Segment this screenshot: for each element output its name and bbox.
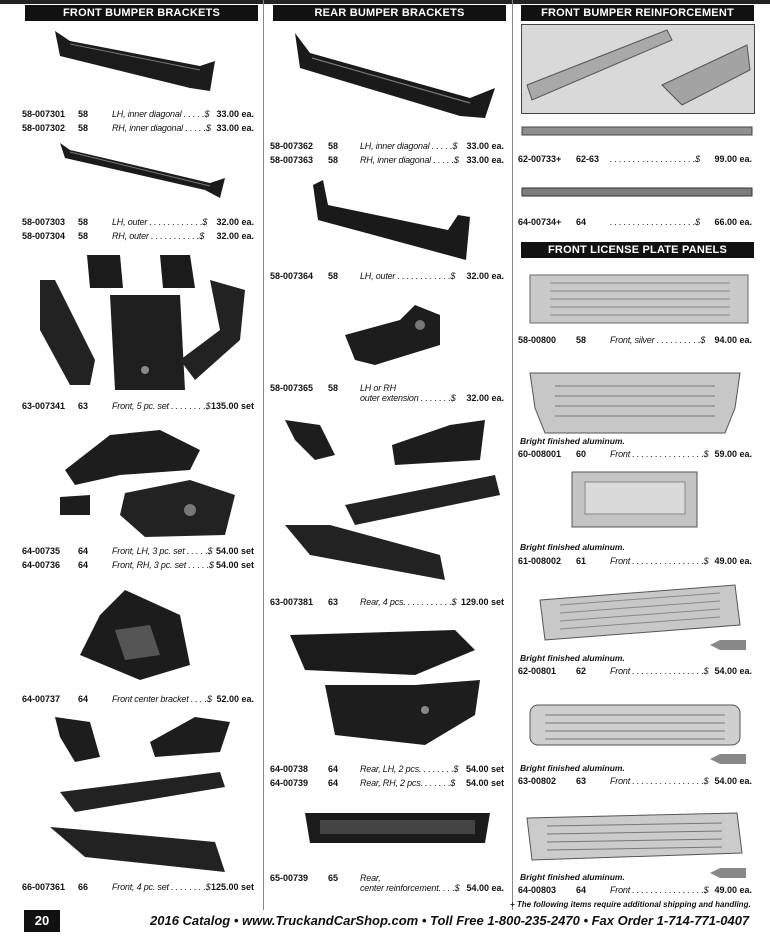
list-item: 58-007302 58 RH, inner diagonal . . . . .$ 33.00 ea. <box>22 123 254 133</box>
note-aluminum: Bright finished aluminum. <box>520 436 625 446</box>
list-item: 64-00739 64 Rear, RH, 2 pcs. . . . . . .$ 54.00 set <box>270 778 504 788</box>
note-aluminum: Bright finished aluminum. <box>520 653 625 663</box>
list-item: 58-007365 58 LH or RH <box>270 383 396 393</box>
list-item: 64-00738 64 Rear, LH, 2 pcs. . . . . . . .$ 54.00 set <box>270 764 504 774</box>
page-number: 20 <box>24 910 60 932</box>
list-item: 62-00801 62 Front . . . . . . . . . . . . . . . .$ 54.00 ea. <box>518 666 752 676</box>
column-divider <box>263 0 264 910</box>
header-reinforcement-panel: FRONT BUMPER REINFORCEMENT <box>521 5 754 21</box>
list-item: 63-00802 63 Front . . . . . . . . . . . . . . . .$ 54.00 ea. <box>518 776 752 786</box>
footer-contact-line: 2016 Catalog • www.TruckandCarShop.com • Toll Free 1-800-235-2470 • Fax Order 1-714-771-0407 <box>150 913 750 928</box>
list-item: 58-007363 58 RH, inner diagonal . . . . .$ 33.00 ea. <box>270 155 504 165</box>
list-item: 64-00737 64 Front center bracket . . . .$ 52.00 ea. <box>22 694 254 704</box>
list-item: 64-00803 64 Front . . . . . . . . . . . . . . . .$ 49.00 ea. <box>518 885 752 895</box>
list-item: 58-007304 58 RH, outer . . . . . . . . . . .$ 32.00 ea. <box>22 231 254 241</box>
list-item: 58-007362 58 LH, inner diagonal . . . . .$ 33.00 ea. <box>270 141 504 151</box>
column-rear-bumper <box>270 0 506 900</box>
note-aluminum: Bright finished aluminum. <box>520 542 625 552</box>
list-item: 58-00800 58 Front, silver . . . . . . . . . .$ 94.00 ea. <box>518 335 752 345</box>
list-item: 64-00735 64 Front, LH, 3 pc. set . . . . .$ 54.00 set <box>22 546 254 556</box>
note-aluminum: Bright finished aluminum. <box>520 763 625 773</box>
column-front-bumper <box>22 0 256 900</box>
list-item: 58-007303 58 LH, outer . . . . . . . . . . . .$ 32.00 ea. <box>22 217 254 227</box>
note-aluminum: Bright finished aluminum. <box>520 872 625 882</box>
header-license-plate-panels: FRONT LICENSE PLATE PANELS <box>521 242 754 258</box>
header-rear-bumper-brackets: REAR BUMPER BRACKETS <box>273 5 506 21</box>
list-item: 60-008001 60 Front . . . . . . . . . . . . . . . .$ 59.00 ea. <box>518 449 752 459</box>
column-divider <box>512 0 513 910</box>
list-item: 64-00734+ 64 . . . . . . . . . . . . . . . . . . .$ 66.00 ea. <box>518 217 752 227</box>
column-panels <box>518 0 754 900</box>
list-item: 62-00733+ 62-63 . . . . . . . . . . . . . . . . . . .$ 99.00 ea. <box>518 154 752 164</box>
list-item: center reinforcement. . . .$ 54.00 ea. <box>360 883 504 893</box>
header-front-bumper-brackets: FRONT BUMPER BRACKETS <box>25 5 258 21</box>
list-item: 63-007341 63 Front, 5 pc. set . . . . . . . .$ 135.00 set <box>22 401 254 411</box>
list-item: 61-008002 61 Front . . . . . . . . . . . . . . . .$ 49.00 ea. <box>518 556 752 566</box>
list-item: 58-007301 58 LH, inner diagonal . . . . .$ 33.00 ea. <box>22 109 254 119</box>
list-item: outer extension . . . . . . .$ 32.00 ea. <box>360 393 504 403</box>
list-item: 58-007364 58 LH, outer . . . . . . . . . . . .$ 32.00 ea. <box>270 271 504 281</box>
shipping-note: + The following items require additional shipping and handling. <box>510 900 751 909</box>
list-item: 64-00736 64 Front, RH, 3 pc. set . . . . .$ 54.00 set <box>22 560 254 570</box>
list-item: 63-007381 63 Rear, 4 pcs. . . . . . . . . . .$ 129.00 set <box>270 597 504 607</box>
list-item: 65-00739 65 Rear, <box>270 873 381 883</box>
list-item: 66-007361 66 Front, 4 pc. set . . . . . . . .$ 125.00 set <box>22 882 254 892</box>
